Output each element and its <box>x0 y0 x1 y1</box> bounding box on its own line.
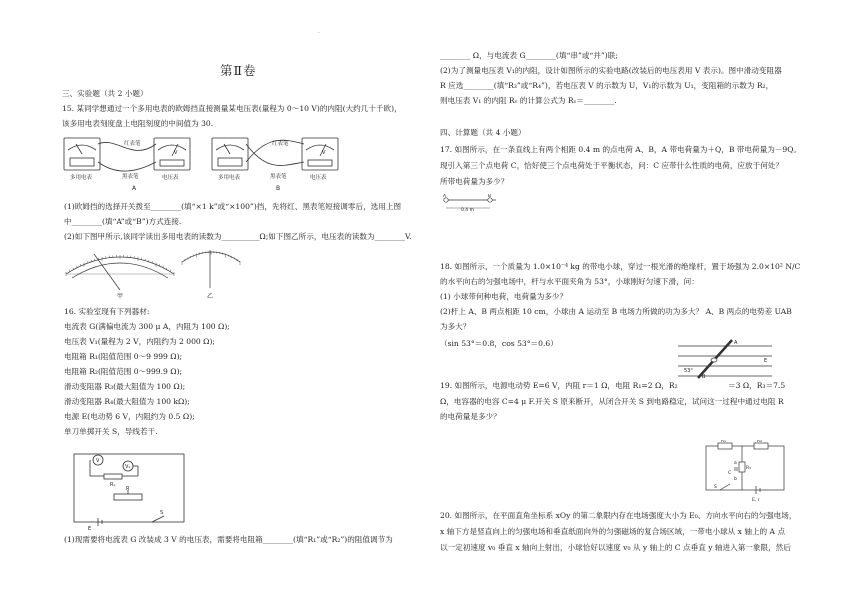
q16-fig-label-v: V <box>96 458 100 464</box>
section-heading-experiments: 三、实验题（共 2 小题） <box>62 89 148 98</box>
q15-dial-figures <box>60 244 300 300</box>
q16-fig-label-s: S <box>160 510 164 516</box>
q17-line-1: 17. 如图所示，在一条直线上有两个相距 0.4 m 的点电荷 A、B，A 带电荷量为＋Q，B 带电荷量为－9Q。 <box>440 145 802 154</box>
q18-fig-label-b: B <box>702 374 706 380</box>
header-mark: · <box>318 30 320 37</box>
q16-fig-label-v1: V₁ <box>125 464 131 470</box>
fig-label-a: A <box>132 185 137 192</box>
fig-label-red-pen-b: 红表笔 <box>272 141 289 147</box>
q17-charges-figure <box>440 194 510 214</box>
right-column <box>438 0 800 608</box>
q16-item-0: 电流表 G(满偏电流为 300 μ A，内阻为 100 Ω); <box>64 322 230 331</box>
q16-item-5: 滑动变阻器 R₄(最大阻值为 100 kΩ); <box>64 397 190 406</box>
q17-line-2: 现引入第三个点电荷 C，恰好使三个点电荷处于平衡状态，问：C 应带什么性质的电荷，应放于何处？ <box>440 161 783 170</box>
q16-fig-label-e: E <box>88 526 92 530</box>
dial-label-jia: 甲 <box>117 293 124 300</box>
q16-cont-line-1: ________ Ω，与电流表 G________(填“串”或“并”)联; <box>440 51 618 60</box>
q16-cont-line-2: (2)为了测量电压表 V₁的内阻，设计如图所示的实验电路(改装后的电压表用 V 表示)。图中滑动变阻器 <box>440 66 782 75</box>
q16-sub1: (1)现需要将电流表 G 改装成 3 V 的电压表，需要将电阻箱________(填“R₁”或“R₂”)的阻值调节为 <box>64 535 393 544</box>
q19-fig-label-c: C <box>728 471 732 476</box>
q19-fig-label-er: E, r <box>752 498 760 503</box>
q19-fig-label-b: b <box>734 477 737 482</box>
q16-intro: 16. 实验室现有下列器材: <box>64 307 150 316</box>
q16-cont-line-4: 则电压表 V₁ 的内阻 Rᵥ 的计算公式为 Rᵥ＝________. <box>440 96 617 105</box>
q18-line-3: (1) 小球带何种电荷，电荷量为多少？ <box>440 292 568 301</box>
fig-label-multimeter-a: 多用电表 <box>70 175 93 181</box>
q19-fig-label-s: S <box>714 485 717 490</box>
fig-label-black-pen-b: 黑表笔 <box>270 174 287 180</box>
fig-label-b: B <box>276 185 281 192</box>
q15-sub1-line-a: (1)欧姆挡的选择开关拨至________(填“×1 k”或“×100”)挡，先将红、黑表笔短接调零后，选用上图 <box>64 202 402 211</box>
q20-line-3: 以一定初速度 v₀ 垂直 x 轴向上射出，小球恰好以速度 v₀ 从 y 轴上的 C 点垂直 y 轴进入第一象限，然后 <box>440 543 791 552</box>
q19-fig-label-a: a <box>734 461 737 466</box>
q19-fig-label-r3: R₃ <box>746 466 751 471</box>
fig-label-v-a: V <box>174 150 178 156</box>
q20-line-2: x 轴下方是竖直向上的匀强电场和垂直纸面向外的匀强磁场的复合场区域，一带电小球从 x 轴上的 A 点 <box>440 527 786 536</box>
q16-item-1: 电压表 V₁(量程为 2 V，内阻约为 2 000 Ω); <box>64 337 215 346</box>
q16-fig-label-r: R <box>126 486 130 492</box>
q16-fig-label-rx: Rₓ <box>110 482 116 488</box>
q19-line-2: Ω，电容器的电容 C=4 μ F.开关 S 原来断开，从闭合开关 S 到电路稳定，试问这一过程中通过电阻 R <box>440 397 784 406</box>
q19-circuit-figure <box>700 440 792 504</box>
fig-label-black-pen-a: 黑表笔 <box>122 174 139 180</box>
q16-circuit-figure <box>68 446 198 530</box>
q20-line-1: 20. 如图所示，在平面直角坐标系 xOy 的第二象限内存在电场强度大小为 E₀、方向水平向右的匀强电场， <box>440 511 797 520</box>
q19-fig-label-r1: R₁ <box>721 440 726 444</box>
left-column <box>60 0 430 608</box>
q19-line-1a: 19. 如图所示，电源电动势 E=6 V，内阻 r＝1 Ω，电阻 R₁=2 Ω，R₂ <box>440 381 678 390</box>
q16-item-3: 电阻箱 R₂(阻值范围 0～999.9 Ω); <box>64 367 183 376</box>
q17-fig-label-b: B <box>488 194 492 199</box>
q18-fig-label-a: A <box>734 340 738 346</box>
q17-fig-label-a: A <box>443 194 447 199</box>
q17-fig-label-distance: 0.4 m <box>461 208 474 213</box>
q18-line-1: 18. 如图所示，一个质量为 1.0×10⁻⁴ kg 的带电小球，穿过一根光滑的绝缘杆，置于场强为 2.0×10² N/C <box>440 262 801 271</box>
fig-label-v-b: V <box>322 150 326 156</box>
q19-line-1b: ＝3 Ω，R₃＝7.5 <box>728 381 786 390</box>
q19-line-3: 的电荷量是多少？ <box>440 412 501 421</box>
fig-label-voltmeter-a: 电压表 <box>162 175 179 181</box>
q18-line-6: （sin 53°＝0.8，cos 53°＝0.6） <box>440 339 558 348</box>
q19-fig-label-r2: R₂ <box>757 440 762 444</box>
q16-item-6: 电源 E(电动势 6 V，内阻约为 0.5 Ω); <box>64 412 195 421</box>
q18-line-2: 的水平向右的匀强电场中，杆与水平面夹角为 53°，小球刚好匀速下滑，问： <box>440 277 699 286</box>
q18-line-4: (2)杆上 A、B 两点相距 10 cm，小球由 A 运动至 B 电场力所做的功为多大？ A、B 两点的电势差 UAB <box>440 307 792 316</box>
q16-item-4: 滑动变阻器 R₃(最大阻值为 100 Ω); <box>64 382 186 391</box>
fig-label-red-pen-a: 红表笔 <box>124 141 141 147</box>
q16-item-7: 单刀单掷开关 S，导线若干. <box>64 427 158 436</box>
q15-line-1: 15. 某同学想通过一个多用电表的欧姆挡直接测量某电压表(量程为 0～10 V)的内阻(大约几十千欧)， <box>62 104 402 113</box>
q16-item-2: 电阻箱 R₁(阻值范围 0～9 999 Ω); <box>64 352 183 361</box>
fig-label-multimeter-b: 多用电表 <box>218 175 241 181</box>
q16-cont-line-3: R 应选________(填“R₃”或“R₄”)，若电压表 V 的示数为 U，V₁的示数为 U₁，变阻箱的示数为 R₂， <box>440 81 774 90</box>
q17-line-3: 所带电荷量为多少？ <box>440 177 509 186</box>
q18-fig-label-angle: 53° <box>684 368 693 374</box>
q15-sub2: (2)如下图甲所示,该同学读出多用电表的读数为__________Ω;如下图乙所示，电压表的读数为________V. <box>64 232 412 241</box>
q18-fig-label-e: E <box>764 358 768 364</box>
section-heading-calculation: 四、计算题（共 4 小题） <box>440 128 526 137</box>
q15-sub1-line-b: 中________(填“A”或“B”)方式连接. <box>64 217 182 226</box>
fig-label-voltmeter-b: 电压表 <box>310 175 327 181</box>
q18-rod-figure <box>676 338 776 380</box>
dial-label-yi: 乙 <box>207 293 214 300</box>
q18-line-5: 为多大？ <box>440 322 471 331</box>
q15-circuit-figure <box>62 132 352 198</box>
q15-line-2: 该多用电表刻度盘上电阻刻度的中间值为 30. <box>62 119 214 128</box>
volume-title: 第Ⅱ卷 <box>220 63 257 78</box>
